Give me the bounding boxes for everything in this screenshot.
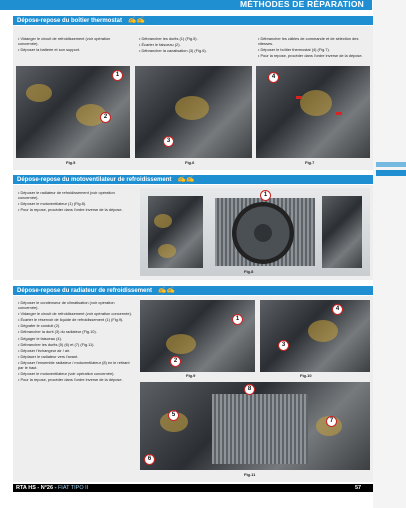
- photo-fig7: [256, 66, 370, 158]
- instruction: • Dégrafer le conduit (2).: [18, 323, 61, 329]
- part-highlight: [308, 320, 338, 342]
- instruction: • Pour la repose, procéder dans l'ordre inverse de la dépose.: [258, 52, 363, 58]
- signature-icon: ✍✍: [177, 176, 195, 183]
- callout-icon: 5: [168, 410, 179, 421]
- side-tab: [373, 0, 406, 508]
- red-arrow: [336, 112, 342, 115]
- instruction: • Déplacer le radiateur vers l'avant.: [18, 354, 79, 360]
- photo-fig9: [140, 300, 255, 372]
- footer-issue: RTA HS - N°26 -: [16, 485, 57, 491]
- photo-fig5: [16, 66, 130, 158]
- photo-fig8: [140, 188, 370, 276]
- figure-caption: Fig.10: [300, 373, 312, 378]
- side-marker-secondary: [376, 162, 406, 167]
- instruction: • Débrancher les durits (1) (Fig.5).: [139, 36, 198, 41]
- section-title-text: Dépose-repose du motoventilateur de refroidissement: [17, 177, 172, 183]
- instructions-col-3: [258, 37, 368, 60]
- footer-title: [16, 484, 88, 492]
- callout-icon: 1: [232, 314, 243, 325]
- header-bar: [0, 0, 372, 10]
- instruction: • Déposer l'ensemble radiateur / motoventilateur (8) en le retirant par le haut.: [18, 360, 130, 370]
- part-highlight: [154, 214, 172, 228]
- section-title-text: Dépose-repose du radiateur de refroidissement: [17, 288, 153, 294]
- instruction: • Débrancher la durit (3) du radiateur (Fig.10).: [18, 329, 97, 335]
- instruction: • Débrancher la canalisation (3) (Fig.6).: [139, 48, 207, 54]
- callout-icon: 7: [326, 416, 337, 427]
- figure-caption: Fig.7: [305, 160, 315, 165]
- signature-icon: ✍✍: [157, 287, 176, 294]
- instructions-col-1: [18, 37, 130, 54]
- section-title-radiator: [13, 286, 373, 295]
- instruction: • Déposer le condenseur de climatisation (voir opération concernée).: [18, 300, 115, 310]
- instruction: • Écarter le réservoir de liquide de refroidissement (1) (Fig.9).: [18, 316, 124, 322]
- instructions-radiator: [18, 301, 134, 384]
- callout-icon: 6: [144, 454, 155, 465]
- callout-icon: 4: [332, 304, 343, 315]
- photo-fig6: [135, 66, 252, 158]
- part-highlight: [26, 84, 52, 102]
- part-highlight: [166, 334, 196, 354]
- instruction: • Déposer le motoventilateur (voir opération concernée).: [18, 371, 115, 377]
- instruction: • Dégager le faisceau (4).: [18, 335, 62, 341]
- engine-bay-left: [148, 196, 203, 268]
- callout-icon: 3: [163, 136, 174, 147]
- part-highlight: [300, 90, 332, 116]
- instruction: • Déposer le boîtier thermostat (4) (Fig.7).: [258, 46, 330, 52]
- instructions-col-2: [139, 37, 251, 56]
- callout-icon: 2: [100, 112, 111, 123]
- callout-icon: 3: [278, 340, 289, 351]
- figure-caption: Fig.9: [186, 373, 196, 378]
- page-number: 57: [355, 485, 362, 491]
- figure-caption: Fig.8: [244, 269, 254, 274]
- figure-caption: Fig.5: [66, 160, 76, 165]
- instruction: • Déposer le motoventilateur (1) (Fig.8).: [18, 200, 87, 206]
- radiator-core: [212, 394, 308, 464]
- section-title-fan: [13, 175, 373, 184]
- callout-icon: 8: [244, 384, 255, 395]
- instruction: • Écarter le faisceau (2).: [139, 42, 181, 48]
- section-title-text: Dépose-repose du boîtier thermostat: [17, 18, 123, 24]
- red-arrow: [296, 96, 302, 99]
- footer-model: FIAT TIPO II: [57, 485, 89, 491]
- figure-caption: Fig.11: [244, 472, 256, 477]
- instruction: • Vidanger le circuit de refroidissement (voir opération concernée).: [18, 310, 132, 316]
- photo-fig10: [260, 300, 370, 372]
- side-marker: [376, 170, 406, 176]
- instruction: • Déposer la batterie et son support.: [18, 46, 81, 52]
- instruction: • Déposer l'échangeur air / air.: [18, 347, 71, 353]
- part-highlight: [158, 244, 176, 258]
- callout-icon: 1: [112, 70, 123, 81]
- instruction: • Vidanger le circuit de refroidissement (voir opération concernée).: [18, 36, 111, 46]
- instruction: • Pour la repose, procéder dans l'ordre inverse de la dépose.: [18, 206, 123, 212]
- figure-caption: Fig.6: [185, 160, 195, 165]
- instruction: • Débrancher les câbles de commande et de sélection des vitesses.: [258, 36, 359, 46]
- engine-bay-right: [322, 196, 362, 268]
- instruction: • Débrancher les durits (5) (6) et (7) (Fig.11).: [18, 341, 95, 347]
- instructions-fan: [18, 191, 133, 214]
- callout-icon: 2: [170, 356, 181, 367]
- callout-icon: 4: [268, 72, 279, 83]
- photo-fig11: [140, 382, 370, 470]
- instruction: • Pour la repose, procéder dans l'ordre inverse de la dépose.: [18, 377, 123, 383]
- header-title: MÉTHODES DE RÉPARATION: [239, 0, 364, 9]
- fan-blades: [232, 202, 294, 264]
- instruction: • Déposer le radiateur de refroidissement (voir opération concernée).: [18, 190, 115, 200]
- callout-icon: 1: [260, 190, 271, 201]
- signature-icon: ✍✍: [127, 17, 146, 24]
- part-highlight: [175, 96, 209, 120]
- section-title-thermostat: [13, 16, 373, 25]
